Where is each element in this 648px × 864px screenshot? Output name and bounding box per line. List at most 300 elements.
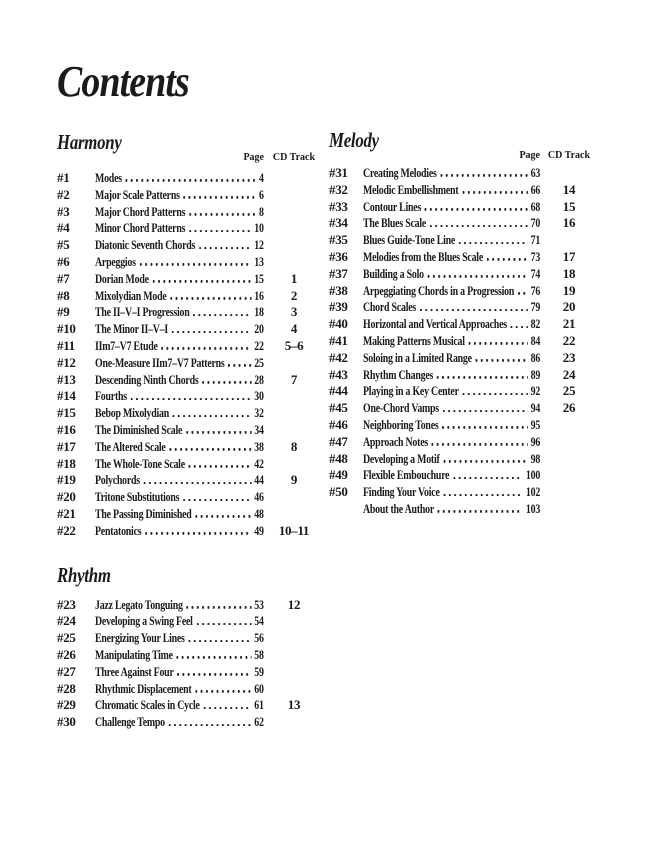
entry-title: Contour Lines bbox=[363, 198, 422, 214]
entry-page: 12 bbox=[254, 237, 264, 253]
entry-number: #34 bbox=[329, 215, 348, 231]
entry-leader-group bbox=[95, 254, 264, 271]
entry-leader-group bbox=[95, 523, 264, 540]
entry-number: #8 bbox=[57, 287, 70, 303]
entry-number: #36 bbox=[329, 248, 348, 264]
toc-row bbox=[57, 338, 327, 355]
entry-cd-track: 12 bbox=[287, 596, 301, 612]
entry-leader-group bbox=[363, 484, 540, 501]
entry-leader-group bbox=[95, 355, 264, 372]
dot-leader bbox=[144, 473, 252, 484]
entry-title: One-Chord Vamps bbox=[363, 400, 439, 416]
entry-title: Polychords bbox=[95, 472, 140, 488]
toc-row bbox=[57, 271, 327, 288]
toc-row bbox=[329, 467, 601, 484]
entry-number: #32 bbox=[329, 181, 348, 197]
dot-leader bbox=[440, 166, 527, 177]
entry-number: #16 bbox=[57, 421, 76, 437]
toc-row bbox=[329, 299, 601, 316]
entry-title: Neighboring Tones bbox=[363, 416, 439, 432]
toc-row bbox=[329, 199, 601, 216]
entry-title: Modes bbox=[95, 170, 122, 185]
entry-number: #21 bbox=[57, 505, 76, 521]
toc-row bbox=[57, 170, 327, 187]
entry-title: Arpeggiating Chords in a Progression bbox=[363, 282, 515, 298]
toc-row bbox=[57, 204, 327, 221]
entry-number: #6 bbox=[57, 253, 70, 269]
dot-leader bbox=[186, 423, 251, 434]
entry-leader-group bbox=[95, 237, 264, 254]
toc-row bbox=[57, 472, 327, 489]
dot-leader bbox=[432, 435, 528, 446]
toc-row bbox=[57, 681, 327, 698]
entry-cd-track: 21 bbox=[562, 316, 576, 332]
entry-cd-track: 22 bbox=[562, 332, 576, 348]
toc-entries-rhythm bbox=[57, 597, 327, 731]
entry-number: #30 bbox=[57, 714, 76, 730]
entry-number: #27 bbox=[57, 663, 76, 679]
entry-page: 61 bbox=[254, 697, 264, 713]
entry-leader-group bbox=[363, 249, 540, 266]
entry-page: 86 bbox=[530, 349, 541, 365]
entry-title: Approach Notes bbox=[363, 433, 428, 449]
toc-row bbox=[57, 372, 327, 389]
entry-leader-group bbox=[363, 299, 540, 316]
entry-number: #44 bbox=[329, 383, 348, 399]
entry-leader-group bbox=[363, 501, 540, 518]
toc-row bbox=[329, 249, 601, 266]
entry-cd-track: 9 bbox=[290, 472, 298, 488]
entry-title: Mixolydian Mode bbox=[95, 287, 167, 303]
entry-page: 74 bbox=[530, 265, 541, 281]
entry-page: 38 bbox=[254, 438, 264, 454]
dot-leader bbox=[188, 631, 251, 642]
entry-title: Developing a Swing Feel bbox=[95, 613, 193, 629]
entry-title: Manipulating Time bbox=[95, 646, 173, 662]
entry-page: 30 bbox=[254, 388, 264, 404]
toc-row bbox=[57, 489, 327, 506]
entry-title: Minor Chord Patterns bbox=[95, 220, 186, 236]
entry-title: Dorian Mode bbox=[95, 270, 149, 286]
entry-number: #47 bbox=[329, 433, 348, 449]
dot-leader bbox=[189, 221, 251, 232]
entry-cd-track: 19 bbox=[562, 282, 576, 298]
toc-row bbox=[57, 597, 327, 614]
dot-leader bbox=[189, 205, 256, 216]
section-heading-melody: Melody bbox=[329, 128, 379, 152]
entry-page: 102 bbox=[525, 484, 541, 500]
column-headers-melody bbox=[329, 150, 601, 162]
entry-leader-group bbox=[95, 388, 264, 405]
dot-leader bbox=[443, 401, 528, 412]
entry-page: 42 bbox=[254, 455, 264, 471]
dot-leader bbox=[172, 322, 251, 333]
toc-row bbox=[57, 405, 327, 422]
dot-leader bbox=[437, 368, 528, 379]
entry-leader-group bbox=[363, 215, 540, 232]
dot-leader bbox=[462, 183, 527, 194]
entry-title: Major Scale Patterns bbox=[95, 186, 180, 202]
entry-page: 60 bbox=[254, 680, 264, 696]
toc-row bbox=[329, 383, 601, 400]
dot-leader bbox=[195, 682, 251, 693]
entry-leader-group bbox=[95, 472, 264, 489]
toc-row bbox=[57, 697, 327, 714]
dot-leader bbox=[145, 524, 251, 535]
dot-leader bbox=[476, 351, 528, 362]
toc-row bbox=[57, 237, 327, 254]
entry-leader-group bbox=[95, 405, 264, 422]
entry-cd-track: 15 bbox=[562, 198, 576, 214]
dot-leader bbox=[425, 200, 528, 211]
toc-row bbox=[57, 714, 327, 731]
entry-page: 16 bbox=[254, 287, 264, 303]
toc-row bbox=[57, 456, 327, 473]
entry-leader-group bbox=[95, 422, 264, 439]
dot-leader bbox=[196, 614, 251, 625]
page-title: Contents bbox=[57, 57, 189, 106]
toc-row bbox=[57, 388, 327, 405]
entry-page: 76 bbox=[530, 282, 541, 298]
toc-row bbox=[57, 254, 327, 271]
entry-title: The Blues Scale bbox=[363, 215, 427, 231]
dot-leader bbox=[463, 384, 528, 395]
entry-cd-track: 14 bbox=[562, 181, 576, 197]
entry-page: 84 bbox=[530, 332, 541, 348]
entry-title: Finding Your Voice bbox=[363, 484, 440, 500]
entry-leader-group bbox=[95, 697, 264, 714]
entry-number: #43 bbox=[329, 366, 348, 382]
entry-leader-group bbox=[95, 321, 264, 338]
dot-leader bbox=[459, 233, 528, 244]
entry-leader-group bbox=[95, 714, 264, 731]
entry-leader-group bbox=[363, 467, 540, 484]
entry-page: 49 bbox=[254, 522, 264, 538]
entry-leader-group bbox=[95, 204, 264, 221]
dot-leader bbox=[438, 502, 523, 513]
dot-leader bbox=[204, 698, 252, 709]
entry-cd-track: 25 bbox=[562, 383, 576, 399]
dot-leader bbox=[199, 238, 251, 249]
entry-title: The Minor II–V–I bbox=[95, 321, 169, 337]
entry-title: Developing a Motif bbox=[363, 450, 440, 466]
entry-title: Blues Guide-Tone Line bbox=[363, 232, 456, 248]
toc-row bbox=[57, 439, 327, 456]
entry-number: #12 bbox=[57, 354, 76, 370]
dot-leader bbox=[126, 171, 256, 182]
entry-cd-track: 7 bbox=[290, 371, 298, 387]
entry-page: 96 bbox=[530, 433, 541, 449]
entry-cd-track: 23 bbox=[562, 349, 576, 365]
entry-page: 53 bbox=[254, 596, 264, 612]
entry-number: #4 bbox=[57, 220, 70, 236]
entry-title: Pentatonics bbox=[95, 522, 142, 538]
toc-row bbox=[329, 400, 601, 417]
entry-page: 44 bbox=[254, 472, 264, 488]
entry-leader-group bbox=[363, 417, 540, 434]
entry-page: 25 bbox=[254, 354, 264, 370]
entry-leader-group bbox=[363, 266, 540, 283]
entry-cd-track: 13 bbox=[287, 697, 301, 713]
entry-leader-group bbox=[363, 165, 540, 182]
entry-title: Playing in a Key Center bbox=[363, 383, 459, 399]
toc-row bbox=[329, 283, 601, 300]
entry-page: 103 bbox=[525, 500, 541, 516]
toc-row bbox=[329, 232, 601, 249]
entry-page: 32 bbox=[254, 405, 264, 421]
entry-leader-group bbox=[95, 597, 264, 614]
entry-page: 48 bbox=[254, 505, 264, 521]
entry-title: Major Chord Patterns bbox=[95, 203, 186, 219]
section-rhythm bbox=[57, 562, 327, 731]
entry-cd-track: 3 bbox=[290, 304, 298, 320]
dot-leader bbox=[518, 284, 528, 295]
entry-page: 15 bbox=[254, 270, 264, 286]
entry-number: #5 bbox=[57, 237, 70, 253]
toc-row bbox=[57, 422, 327, 439]
entry-title: Bebop Mixolydian bbox=[95, 405, 170, 421]
entry-title: Making Patterns Musical bbox=[363, 332, 465, 348]
entry-page: 92 bbox=[530, 383, 541, 399]
entry-page: 18 bbox=[254, 304, 264, 320]
entry-page: 20 bbox=[254, 321, 264, 337]
entry-number: #29 bbox=[57, 697, 76, 713]
dot-leader bbox=[140, 255, 252, 266]
entry-title: Creating Melodies bbox=[363, 165, 437, 180]
section-harmony bbox=[57, 130, 327, 540]
entry-number: #48 bbox=[329, 450, 348, 466]
entry-page: 70 bbox=[530, 215, 541, 231]
entry-number: #31 bbox=[329, 165, 348, 180]
entry-page: 34 bbox=[254, 421, 264, 437]
entry-page: 6 bbox=[259, 186, 264, 202]
entry-leader-group bbox=[95, 489, 264, 506]
entry-leader-group bbox=[95, 220, 264, 237]
toc-row bbox=[329, 266, 601, 283]
entry-cd-track: 24 bbox=[562, 366, 576, 382]
entry-title: Flexible Embouchure bbox=[363, 467, 450, 483]
entry-page: 58 bbox=[254, 646, 264, 662]
entry-leader-group bbox=[95, 456, 264, 473]
entry-page: 10 bbox=[254, 220, 264, 236]
dot-leader bbox=[430, 216, 528, 227]
entry-title: Fourths bbox=[95, 388, 127, 404]
toc-row bbox=[329, 484, 601, 501]
dot-leader bbox=[170, 289, 251, 300]
entry-leader-group bbox=[95, 664, 264, 681]
entry-cd-track: 4 bbox=[290, 321, 298, 337]
entry-title: The II–V–I Progression bbox=[95, 304, 190, 320]
entry-number: #11 bbox=[57, 337, 75, 353]
toc-row bbox=[329, 350, 601, 367]
toc-entries-harmony bbox=[57, 170, 327, 540]
dot-leader bbox=[420, 300, 528, 311]
dot-leader bbox=[173, 406, 251, 417]
entry-number: #49 bbox=[329, 467, 348, 483]
toc-row bbox=[329, 316, 601, 333]
dot-leader bbox=[183, 490, 251, 501]
dot-leader bbox=[131, 389, 252, 400]
left-column bbox=[57, 130, 327, 731]
entry-leader-group bbox=[95, 630, 264, 647]
entry-number: #3 bbox=[57, 203, 70, 219]
entry-leader-group bbox=[95, 613, 264, 630]
entry-leader-group bbox=[363, 383, 540, 400]
toc-row bbox=[329, 451, 601, 468]
entry-title: Horizontal and Vertical Approaches bbox=[363, 316, 507, 332]
entry-number: #50 bbox=[329, 484, 348, 500]
entry-number: #20 bbox=[57, 489, 76, 505]
entry-title: Descending Ninth Chords bbox=[95, 371, 199, 387]
entry-leader-group bbox=[363, 232, 540, 249]
dot-leader bbox=[443, 485, 522, 496]
entry-number: #25 bbox=[57, 630, 76, 646]
entry-page: 22 bbox=[254, 337, 264, 353]
toc-row bbox=[57, 288, 327, 305]
entry-number: #35 bbox=[329, 232, 348, 248]
entry-title: Diatonic Seventh Chords bbox=[95, 237, 196, 253]
entry-leader-group bbox=[363, 434, 540, 451]
entry-title: Jazz Legato Tonguing bbox=[95, 596, 183, 612]
entry-number: #23 bbox=[57, 596, 76, 612]
toc-row bbox=[57, 506, 327, 523]
right-column bbox=[329, 128, 601, 518]
entry-title: Chord Scales bbox=[363, 299, 416, 315]
toc-row bbox=[329, 182, 601, 199]
entry-leader-group bbox=[95, 338, 264, 355]
dot-leader bbox=[487, 250, 528, 261]
section-heading-harmony: Harmony bbox=[57, 130, 122, 154]
entry-number: #2 bbox=[57, 186, 70, 202]
dot-leader bbox=[177, 665, 251, 676]
toc-row bbox=[57, 630, 327, 647]
entry-number: #1 bbox=[57, 170, 70, 185]
entry-page: 54 bbox=[254, 613, 264, 629]
dot-leader bbox=[189, 457, 252, 468]
entry-title: Tritone Substitutions bbox=[95, 489, 180, 505]
entry-page: 59 bbox=[254, 663, 264, 679]
dot-leader bbox=[195, 507, 251, 518]
toc-row bbox=[329, 434, 601, 451]
entry-number: #37 bbox=[329, 265, 348, 281]
entry-number: #42 bbox=[329, 349, 348, 365]
entry-page: 100 bbox=[525, 467, 541, 483]
toc-row bbox=[329, 165, 601, 182]
entry-leader-group bbox=[363, 451, 540, 468]
entry-leader-group bbox=[95, 288, 264, 305]
dot-leader bbox=[169, 715, 252, 726]
entry-page: 63 bbox=[530, 165, 541, 180]
dot-leader bbox=[228, 356, 251, 367]
entry-leader-group bbox=[95, 681, 264, 698]
dot-leader bbox=[511, 317, 528, 328]
entry-number: #15 bbox=[57, 405, 76, 421]
entry-cd-track: 26 bbox=[562, 400, 576, 416]
entry-number: #38 bbox=[329, 282, 348, 298]
dot-leader bbox=[469, 334, 528, 345]
entry-page: 94 bbox=[530, 400, 541, 416]
entry-number: #9 bbox=[57, 304, 70, 320]
entry-number: #10 bbox=[57, 321, 76, 337]
entry-leader-group bbox=[363, 333, 540, 350]
dot-leader bbox=[193, 305, 251, 316]
entry-leader-group bbox=[363, 400, 540, 417]
toc-row bbox=[329, 501, 601, 518]
entry-title: Melodies from the Blues Scale bbox=[363, 248, 483, 264]
entry-leader-group bbox=[95, 439, 264, 456]
entry-number: #41 bbox=[329, 332, 348, 348]
entry-cd-track: 1 bbox=[290, 270, 298, 286]
entry-leader-group bbox=[95, 304, 264, 321]
entry-number: #46 bbox=[329, 416, 348, 432]
entry-page: 13 bbox=[254, 253, 264, 269]
entry-page: 62 bbox=[254, 714, 264, 730]
entry-title: The Passing Diminished bbox=[95, 505, 192, 521]
entry-title: Soloing in a Limited Range bbox=[363, 349, 472, 365]
dot-leader bbox=[428, 267, 528, 278]
dot-leader bbox=[186, 598, 251, 609]
toc-row bbox=[57, 664, 327, 681]
entry-page: 71 bbox=[530, 232, 541, 248]
entry-page: 82 bbox=[530, 316, 541, 332]
toc-row bbox=[57, 220, 327, 237]
entry-number: #13 bbox=[57, 371, 76, 387]
dot-leader bbox=[153, 272, 252, 283]
entry-leader-group bbox=[363, 367, 540, 384]
entry-title: The Whole-Tone Scale bbox=[95, 455, 185, 471]
toc-row bbox=[329, 333, 601, 350]
toc-row bbox=[57, 355, 327, 372]
entry-title: Challenge Tempo bbox=[95, 714, 165, 730]
toc-entries-melody bbox=[329, 165, 601, 518]
entry-title: Chromatic Scales in Cycle bbox=[95, 697, 200, 713]
toc-row bbox=[329, 417, 601, 434]
entry-leader-group bbox=[95, 647, 264, 664]
entry-number: #26 bbox=[57, 646, 76, 662]
entry-number: #19 bbox=[57, 472, 76, 488]
entry-title: The Altered Scale bbox=[95, 438, 166, 454]
toc-row bbox=[57, 613, 327, 630]
entry-page: 28 bbox=[254, 371, 264, 387]
entry-leader-group bbox=[95, 187, 264, 204]
dot-leader bbox=[161, 339, 251, 350]
entry-leader-group bbox=[95, 271, 264, 288]
entry-leader-group bbox=[363, 182, 540, 199]
entry-number: #14 bbox=[57, 388, 76, 404]
cd-track-column-header: CD Track bbox=[547, 150, 591, 161]
entry-page: 56 bbox=[254, 630, 264, 646]
dot-leader bbox=[177, 648, 252, 659]
entry-title: Energizing Your Lines bbox=[95, 630, 185, 646]
entry-title: Rhythm Changes bbox=[363, 366, 434, 382]
dot-leader bbox=[442, 418, 527, 429]
entry-cd-track: 8 bbox=[290, 438, 298, 454]
entry-page: 8 bbox=[259, 203, 264, 219]
toc-row bbox=[57, 647, 327, 664]
entry-leader-group bbox=[363, 316, 540, 333]
entry-title: Arpeggios bbox=[95, 253, 136, 269]
dot-leader bbox=[202, 373, 251, 384]
entry-cd-track: 17 bbox=[562, 248, 576, 264]
entry-number: #45 bbox=[329, 400, 348, 416]
entry-number: #33 bbox=[329, 198, 348, 214]
entry-title: Rhythmic Displacement bbox=[95, 680, 192, 696]
entry-leader-group bbox=[95, 170, 264, 187]
page-column-header: Page bbox=[519, 150, 540, 161]
page-column-header: Page bbox=[243, 152, 264, 163]
entry-page: 73 bbox=[530, 248, 541, 264]
toc-row bbox=[57, 187, 327, 204]
